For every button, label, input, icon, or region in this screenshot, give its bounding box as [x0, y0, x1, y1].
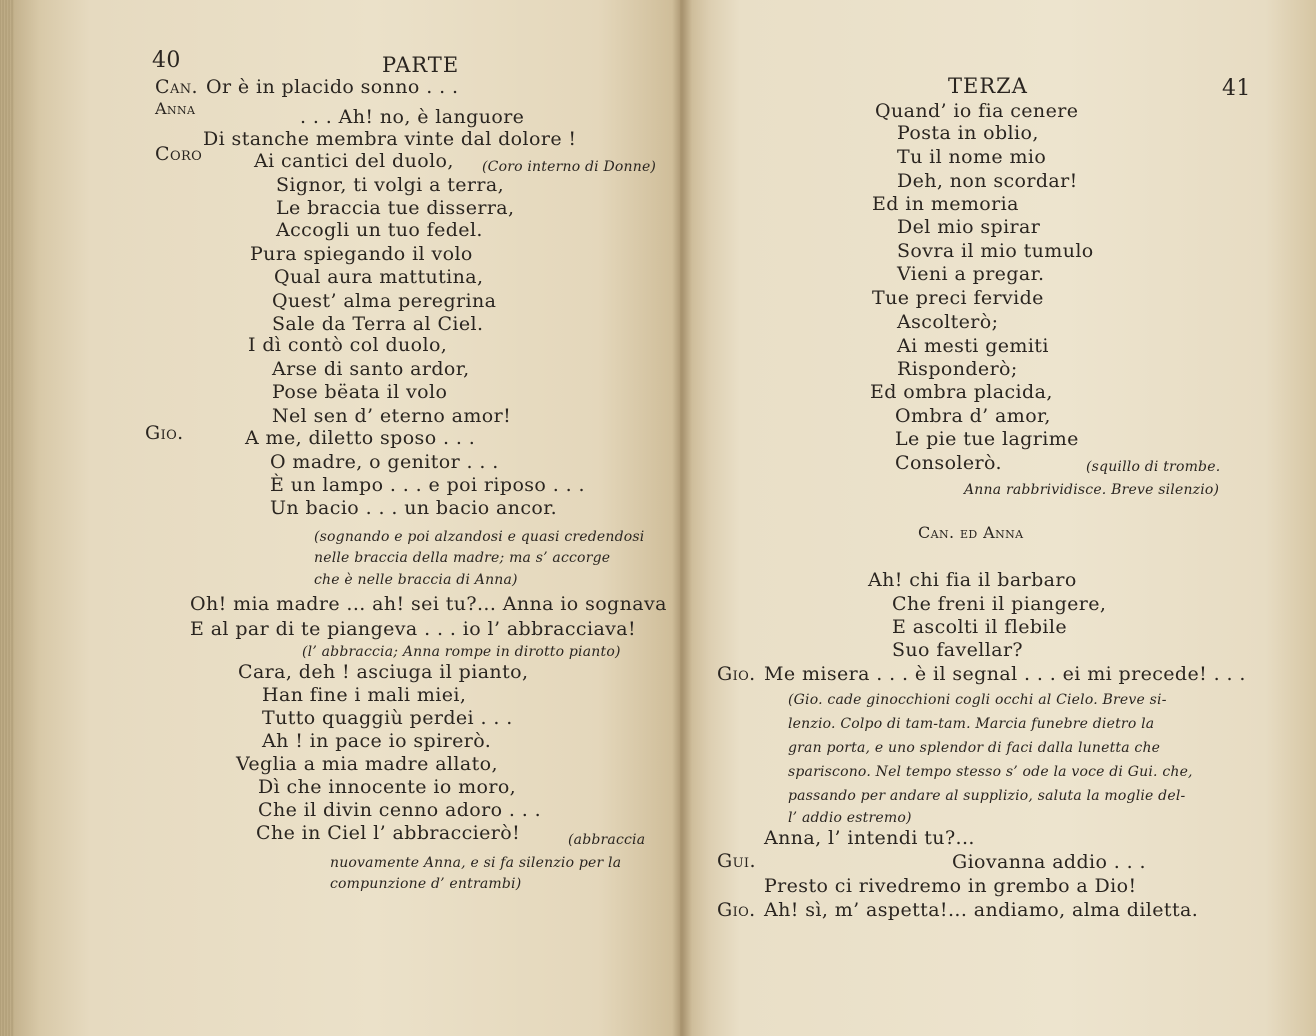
verse-line: Quand’ io fia cenere: [875, 100, 1079, 122]
verse-line: Che il divin cenno adoro . . .: [258, 799, 542, 821]
verse-line: A me, diletto sposo . . .: [245, 427, 476, 449]
stage-direction: (abbraccia: [568, 832, 646, 848]
verse-line: Posta in oblio,: [897, 122, 1039, 144]
verse-line: Presto ci rivedremo in grembo a Dio!: [764, 875, 1137, 897]
speaker-label: Gui.: [717, 850, 756, 872]
verse-line: E ascolti il flebile: [892, 616, 1068, 638]
verse-line: Ascolterò;: [897, 311, 999, 333]
verse-line: Me misera . . . è il segnal . . . ei mi precede! . . .: [764, 663, 1246, 685]
verse-line: I dì contò col duolo,: [248, 334, 448, 356]
verse-line: Dì che innocente io moro,: [258, 776, 517, 798]
verse-line: Del mio spirar: [897, 216, 1041, 238]
speaker-label: Gio.: [145, 422, 184, 444]
right-page: [680, 0, 1316, 1036]
verse-line: È un lampo . . . e poi riposo . . .: [270, 474, 585, 496]
verse-line: Che in Ciel l’ abbraccierò!: [256, 822, 521, 844]
verse-line: Or è in placido sonno . . .: [206, 76, 459, 98]
verse-line: Han fine i mali miei,: [262, 684, 467, 706]
verse-line: E al par di te piangeva . . . io l’ abbracciava!: [190, 618, 637, 640]
verse-line: Signor, ti volgi a terra,: [276, 174, 505, 196]
verse-line: Arse di santo ardor,: [272, 358, 470, 380]
verse-line: Sale da Terra al Ciel.: [272, 313, 484, 335]
stage-direction: l’ addio estremo): [788, 810, 912, 826]
speaker-label: Can.: [155, 76, 198, 98]
verse-line: Pura spiegando il volo: [250, 243, 473, 265]
verse-line: Ah! chi fia il barbaro: [868, 569, 1077, 591]
stage-direction: (sognando e poi alzandosi e quasi credendosi: [314, 529, 645, 545]
verse-line: . . . Ah! no, è languore: [300, 106, 525, 128]
stage-direction: (squillo di trombe.: [1086, 459, 1221, 475]
stage-direction: nelle braccia della madre; ma s’ accorge: [314, 550, 611, 566]
verse-line: Ed in memoria: [872, 193, 1019, 215]
verse-line: Giovanna addio . . .: [952, 851, 1147, 873]
verse-line: Tu il nome mio: [897, 146, 1047, 168]
speaker-label: Gio.: [717, 899, 756, 921]
stage-direction: (Coro interno di Donne): [482, 159, 657, 175]
verse-line: Le pie tue lagrime: [895, 428, 1079, 450]
verse-line: Tutto quaggiù perdei . . .: [262, 707, 513, 729]
page-number: 40: [152, 48, 181, 73]
verse-line: Qual aura mattutina,: [274, 266, 484, 288]
verse-line: Tue preci fervide: [872, 287, 1044, 309]
verse-line: Deh, non scordar!: [897, 170, 1078, 192]
stage-direction: compunzione d’ entrambi): [330, 876, 522, 892]
stage-direction: lenzio. Colpo di tam-tam. Marcia funebre dietro la: [788, 716, 1155, 732]
stage-direction: (l’ abbraccia; Anna rompe in dirotto pianto): [302, 644, 621, 660]
verse-line: Di stanche membra vinte dal dolore !: [203, 128, 577, 150]
verse-line: Risponderò;: [897, 358, 1018, 380]
stage-direction: che è nelle braccia di Anna): [314, 572, 518, 588]
stage-direction: nuovamente Anna, e si fa silenzio per la: [330, 855, 622, 871]
stage-direction: gran porta, e uno splendor di faci dalla lunetta che: [788, 740, 1161, 756]
section-speaker-heading: Can. ed Anna: [918, 523, 1024, 542]
verse-line: Ed ombra placida,: [870, 381, 1053, 403]
running-head: TERZA: [948, 74, 1028, 98]
verse-line: O madre, o genitor . . .: [270, 451, 499, 473]
book-gutter: [672, 0, 692, 1036]
verse-line: Ai cantici del duolo,: [254, 150, 454, 172]
page-edge-stack: [0, 0, 14, 1036]
verse-line: Pose bëata il volo: [272, 381, 448, 403]
verse-line: Quest’ alma peregrina: [272, 290, 497, 312]
verse-line: Ai mesti gemiti: [897, 335, 1049, 357]
verse-line: Veglia a mia madre allato,: [236, 753, 498, 775]
stage-direction: Anna rabbrividisce. Breve silenzio): [964, 482, 1220, 498]
verse-line: Oh! mia madre ... ah! sei tu?... Anna io sognava: [190, 593, 667, 615]
verse-line: Sovra il mio tumulo: [897, 240, 1094, 262]
verse-line: Ombra d’ amor,: [895, 405, 1051, 427]
verse-line: Che freni il piangere,: [892, 593, 1107, 615]
verse-line: Consolerò.: [895, 452, 1002, 474]
verse-line: Le braccia tue disserra,: [276, 197, 515, 219]
verse-line: Anna, l’ intendi tu?...: [764, 827, 975, 849]
verse-line: Ah ! in pace io spirerò.: [262, 730, 492, 752]
verse-line: Accogli un tuo fedel.: [276, 219, 483, 241]
verse-line: Nel sen d’ eterno amor!: [272, 405, 512, 427]
speaker-label: Anna: [155, 99, 196, 118]
stage-direction: (Gio. cade ginocchioni cogli occhi al Cielo. Breve si-: [788, 692, 1167, 708]
verse-line: Ah! sì, m’ aspetta!... andiamo, alma diletta.: [764, 899, 1199, 921]
verse-line: Suo favellar?: [892, 639, 1024, 661]
speaker-label: Coro: [155, 143, 203, 165]
verse-line: Vieni a pregar.: [897, 263, 1045, 285]
page-number: 41: [1222, 76, 1251, 101]
verse-line: Cara, deh ! asciuga il pianto,: [238, 661, 529, 683]
verse-line: Un bacio . . . un bacio ancor.: [270, 497, 558, 519]
speaker-label: Gio.: [717, 663, 756, 685]
stage-direction: passando per andare al supplizio, saluta la moglie del-: [788, 788, 1186, 804]
stage-direction: spariscono. Nel tempo stesso s’ ode la voce di Gui. che,: [788, 764, 1193, 780]
running-head: PARTE: [382, 53, 460, 77]
